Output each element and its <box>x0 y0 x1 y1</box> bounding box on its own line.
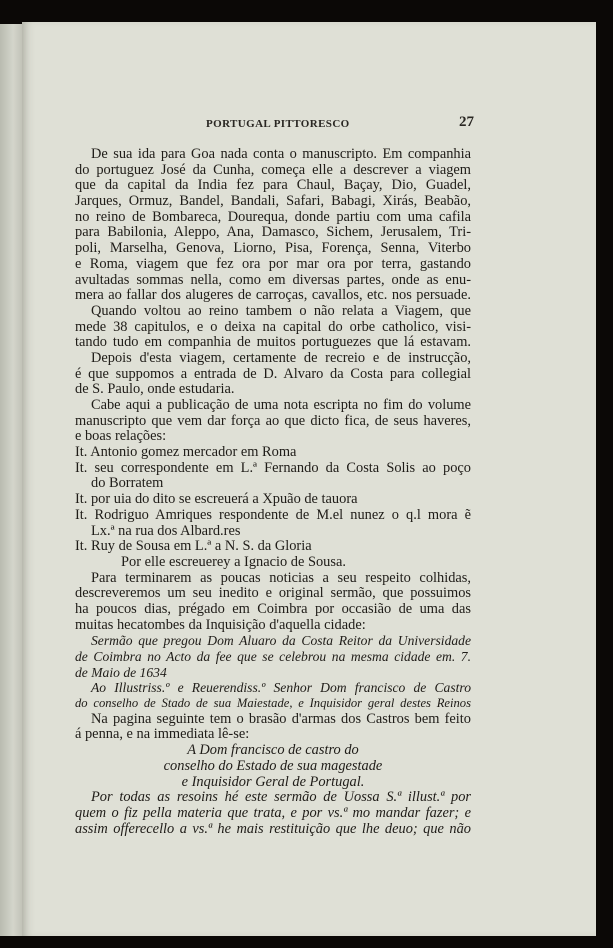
dedication-centered-line: e Inquisidor Geral de Portugal. <box>181 773 365 790</box>
dedication-text-line: quem o fiz pella materia que trata, e por vs.ª mo mandar fazer; e <box>75 805 471 821</box>
text-line: á penna, e na immediata lê-se: <box>75 726 250 743</box>
text-line: poli, Marselha, Genova, Liorno, Pisa, Forença, Senna, Viterbo <box>75 241 471 257</box>
text-line: do portuguez José da Cunha, começa elle a descrever a viagem <box>75 162 471 178</box>
note-line: do Borratem <box>91 475 164 492</box>
body-text <box>75 147 471 837</box>
text-line: mede 38 capitulos, e o deixa na capital do orbe catholico, visi- <box>75 319 471 335</box>
note-line: Lx.ª na rua dos Albard.res <box>91 522 241 539</box>
running-title: PORTUGAL PITTORESCO <box>206 118 350 130</box>
sermon-title-line: de Coimbra no Acto da fee que se celebrou na mesma cidade em. 7. <box>75 649 471 664</box>
dedication-text-line: Por todas as resoins hé este sermão de Uossa S.ª illust.ª por <box>91 790 471 806</box>
dedication-centered-line: conselho do Estado de sua magestade <box>163 757 383 774</box>
text-line: para Babilonia, Aleppo, Ana, Damasco, Sichem, Jerusalem, Tri- <box>75 225 471 241</box>
text-line: De sua ida para Goa nada conta o manuscripto. Em companhia <box>91 147 471 162</box>
dedication-line: do conselho de Stado de sua Maiestade, e Inquisidor geral destes Reinos <box>75 696 471 711</box>
text-line: que da capital da India fez para Chaul, Baçay, Dio, Guadel, <box>75 178 471 194</box>
text-line: Para terminarem as poucas noticias a seu respeito colhidas, <box>91 570 471 586</box>
page-number: 27 <box>459 114 474 130</box>
text-line: descreveremos um seu inedito e original sermão, que possuimos <box>75 586 471 602</box>
dedication-text-line: assim offerecello a vs.ª he mais restituição que lhe deuo; que não <box>75 821 471 837</box>
text-line: muitas hecatombes da Inquisição d'aquella cidade: <box>75 616 366 633</box>
note-line: It. por uia do dito se escreuerá a Xpuão de tauora <box>75 491 358 508</box>
note-line: It. Antonio gomez mercador em Roma <box>75 444 297 461</box>
page-header <box>22 114 596 134</box>
previous-page-edge <box>0 24 22 936</box>
text-line: ha poucos dias, prégado em Coimbra por occasião de uma das <box>75 601 471 617</box>
text-line: avultadas sommas nella, como em diversas partes, onde as enu- <box>75 272 471 288</box>
note-line: It. Rodriguo Amriques respondente de M.el nunez o q.l mora ẽ <box>75 507 471 523</box>
page <box>22 22 596 936</box>
text-line: Cabe aqui a publicação de uma nota escripta no fim do volume <box>91 398 471 413</box>
text-line: é que suppomos a entrada de D. Alvaro da Costa para collegial <box>75 366 471 382</box>
note-line: It. seu correspondente em L.ª Fernando da Costa Solis ao poço <box>75 460 471 476</box>
text-line: e boas relações: <box>75 428 167 445</box>
note-line: Por elle escreuerey a Ignacio de Sousa. <box>121 553 346 570</box>
text-line: Depois d'esta viagem, certamente de recreio e de instrucção, <box>91 350 471 366</box>
text-line: Jarques, Ormuz, Bandel, Bandali, Safari, Babagi, Xirás, Beabão, <box>75 194 471 210</box>
dedication-line: Ao Illustriss.º e Reuerendiss.º Senhor Dom francisco de Castro <box>91 680 471 696</box>
text-line: de S. Paulo, onde estudaria. <box>75 381 235 398</box>
sermon-title-line: de Maio de 1634 <box>75 664 167 680</box>
text-line: no reino de Bombareca, Dourequa, donde partiu com uma cafila <box>75 209 471 225</box>
text-line: Quando voltou ao reino tambem o não relata a Viagem, que <box>91 303 471 319</box>
text-line: manuscripto que vem dar força ao que dicto fica, de seus haveres, <box>75 413 471 429</box>
note-line: It. Ruy de Sousa em L.ª a N. S. da Gloria <box>75 538 312 555</box>
text-line: mera ao fallar dos alugeres de carroças, cavallos, etc. nos persuade. <box>75 288 471 304</box>
sermon-title-line: Sermão que pregou Dom Aluaro da Costa Reitor da Universidade <box>91 633 471 649</box>
text-line: tando tudo em companhia de muitos portuguezes que lá estavam. <box>75 335 471 351</box>
text-line: Na pagina seguinte tem o brasão d'armas dos Castros bem feito <box>91 711 471 727</box>
text-line: e Roma, viagem que fez ora por mar ora por terra, gastando <box>75 256 471 272</box>
dedication-centered-line: A Dom francisco de castro do <box>187 742 359 759</box>
